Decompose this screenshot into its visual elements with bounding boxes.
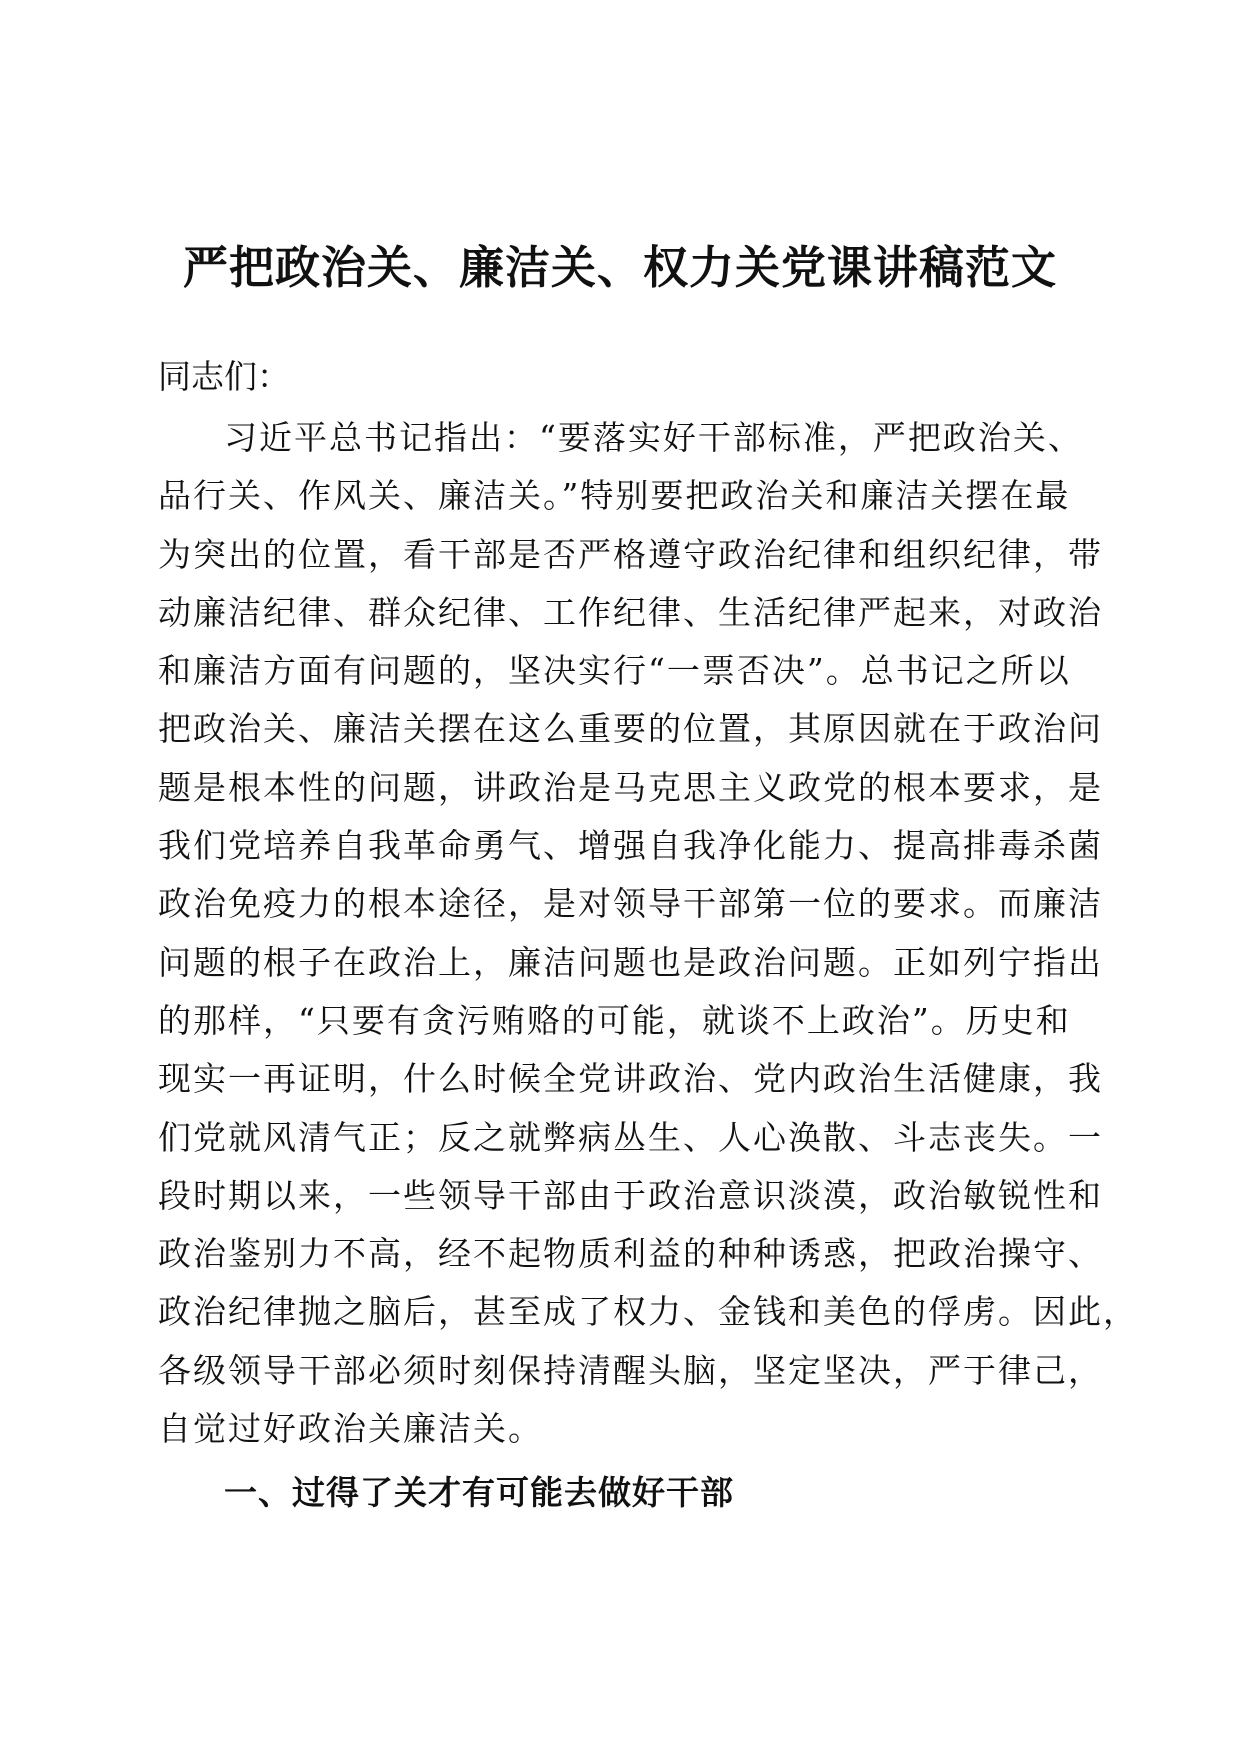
paragraph-line: 政治纪律抛之脑后，甚至成了权力、金钱和美色的俘虏。因此， (158, 1292, 1138, 1332)
paragraph-line: 段时期以来，一些领导干部由于政治意识淡漠，政治敏锐性和 (158, 1175, 1103, 1215)
paragraph-line: 政治免疫力的根本途径，是对领导干部第一位的要求。而廉洁 (158, 884, 1103, 924)
paragraph-line: 动廉洁纪律、群众纪律、工作纪律、生活纪律严起来，对政治 (158, 592, 1103, 632)
paragraph-line: 各级领导干部必须时刻保持清醒头脑，坚定坚决，严于律己， (158, 1350, 1103, 1390)
paragraph-line: 问题的根子在政治上，廉洁问题也是政治问题。正如列宁指出 (158, 942, 1103, 982)
paragraph-line: 和廉洁方面有问题的，坚决实行“一票否决”。总书记之所以 (158, 651, 1071, 691)
paragraph-line: 的那样，“只要有贪污贿赂的可能，就谈不上政治”。历史和 (158, 1000, 1071, 1040)
paragraph-line: 为突出的位置，看干部是否严格遵守政治纪律和组织纪律，带 (158, 534, 1103, 574)
paragraph-line: 现实一再证明，什么时候全党讲政治、党内政治生活健康，我 (158, 1059, 1103, 1099)
body-paragraph (158, 409, 1138, 1458)
paragraph-line: 政治鉴别力不高，经不起物质利益的种种诱惑，把政治操守、 (158, 1234, 1103, 1274)
salutation: 同志们： (158, 357, 290, 396)
paragraph-line: 把政治关、廉洁关摆在这么重要的位置，其原因就在于政治问 (158, 709, 1103, 749)
paragraph-line: 品行关、作风关、廉洁关。”特别要把政治关和廉洁关摆在最 (158, 476, 1071, 516)
section-heading: 一、过得了关才有可能去做好干部 (224, 1473, 734, 1512)
document-title: 严把政治关、廉洁关、权力关党课讲稿范文 (182, 241, 1057, 294)
paragraph-line: 题是根本性的问题，讲政治是马克思主义政党的根本要求，是 (158, 767, 1103, 807)
paragraph-line: 习近平总书记指出：“要落实好干部标准，严把政治关、 (224, 418, 1083, 457)
paragraph-line: 们党就风清气正；反之就弊病丛生、人心涣散、斗志丧失。一 (158, 1117, 1103, 1157)
paragraph-line: 自觉过好政治关廉洁关。 (158, 1409, 543, 1449)
paragraph-line: 我们党培养自我革命勇气、增强自我净化能力、提高排毒杀菌 (158, 826, 1103, 866)
